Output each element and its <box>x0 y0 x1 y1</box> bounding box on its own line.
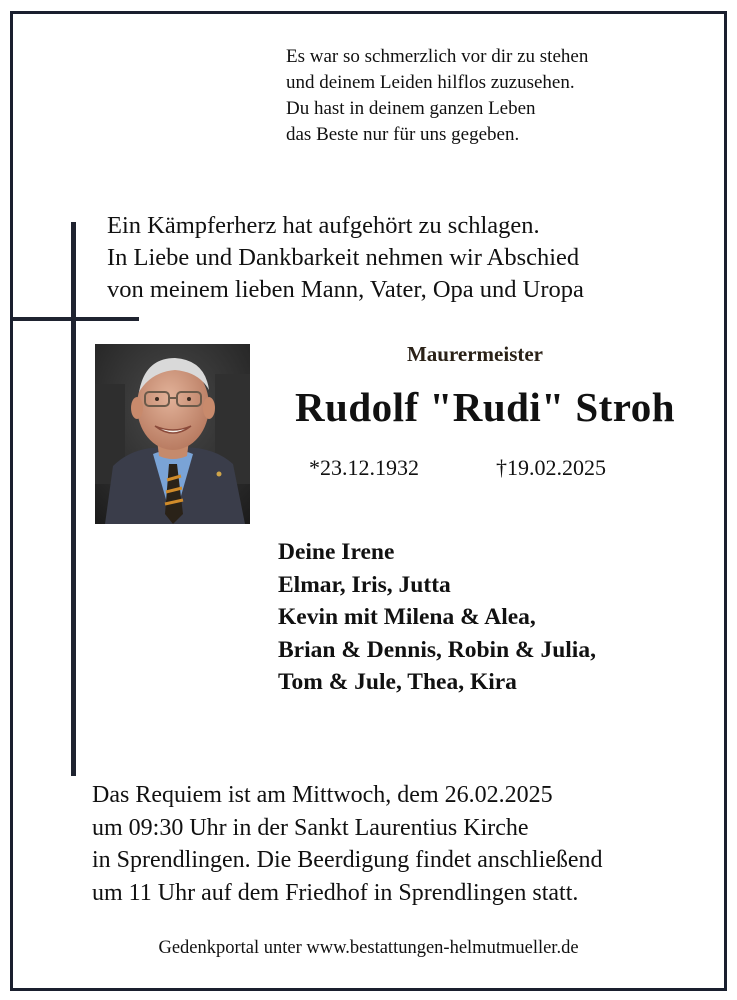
portrait-illustration <box>95 344 250 524</box>
birth-date: *23.12.1932 <box>309 455 419 480</box>
profession-title: Maurermeister <box>406 342 544 366</box>
mourners-line: Brian & Dennis, Robin & Julia, <box>278 636 596 663</box>
cross-icon-horizontal-beam <box>13 317 139 321</box>
poem-line: und deinem Leiden hilflos zuzusehen. <box>286 72 575 93</box>
poem-line: das Beste nur für uns gegeben. <box>286 124 520 145</box>
poem-line: Du hast in deinem ganzen Leben <box>286 98 536 119</box>
intro-line: In Liebe und Dankbarkeit nehmen wir Abschied <box>107 244 580 271</box>
mourners-line: Kevin mit Milena & Alea, <box>278 604 536 630</box>
service-line: um 09:30 Uhr in der Sankt Laurentius Kirche <box>92 814 529 841</box>
service-line: um 11 Uhr auf dem Friedhof in Sprendlingen statt. <box>92 879 579 906</box>
service-line: in Sprendlingen. Die Beerdigung findet anschließend <box>92 847 603 873</box>
intro-line: Ein Kämpferherz hat aufgehört zu schlagen. <box>107 212 540 239</box>
intro-text <box>107 210 717 306</box>
poem-verse <box>286 44 706 148</box>
mourners-line: Tom & Jule, Thea, Kira <box>278 669 517 695</box>
mourners-list <box>278 536 718 699</box>
memorial-portal-note: Gedenkportal unter www.bestattungen-helmutmueller.de <box>158 938 579 958</box>
intro-line: von meinem lieben Mann, Vater, Opa und Uropa <box>107 276 584 303</box>
mourners-line: Elmar, Iris, Jutta <box>278 571 451 598</box>
service-line: Das Requiem ist am Mittwoch, dem 26.02.2025 <box>92 782 553 808</box>
cross-icon-vertical-beam <box>71 222 76 776</box>
deceased-portrait-photo <box>95 344 250 524</box>
death-date: †19.02.2025 <box>496 455 606 480</box>
funeral-service-info <box>92 779 722 909</box>
deceased-name: Rudolf "Rudi" Stroh <box>294 384 676 430</box>
poem-line: Es war so schmerzlich vor dir zu stehen <box>286 46 589 67</box>
mourners-line: Deine Irene <box>278 539 395 565</box>
